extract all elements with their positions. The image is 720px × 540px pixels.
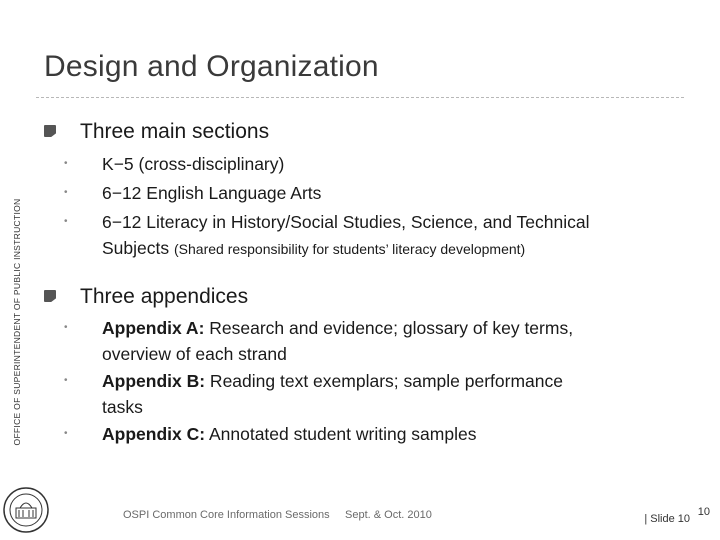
bullet-dot-icon: • — [64, 375, 68, 386]
bullet-dot-icon: • — [64, 216, 68, 227]
square-bullet-icon — [44, 290, 56, 302]
bullet-dot-icon: • — [64, 322, 68, 333]
bullet-dot-icon: • — [64, 187, 68, 198]
section-heading-appendices: Three appendices — [44, 285, 248, 309]
slide-title: Design and Organization — [44, 50, 379, 83]
bullet-dot-icon: • — [64, 158, 68, 169]
state-seal-icon — [2, 486, 50, 534]
side-label: OFFICE OF SUPERINTENDENT OF PUBLIC INSTRUCTION — [12, 198, 22, 446]
footer-date: Sept. & Oct. 2010 — [345, 509, 432, 521]
bullet-dot-icon: • — [64, 428, 68, 439]
slide-label: | Slide 10 — [644, 513, 690, 525]
title-divider — [36, 97, 684, 98]
square-bullet-icon — [44, 125, 56, 137]
footer-session: OSPI Common Core Information Sessions — [123, 509, 330, 521]
section-heading-main-sections: Three main sections — [44, 120, 269, 144]
slide-number: 10 — [697, 506, 710, 518]
